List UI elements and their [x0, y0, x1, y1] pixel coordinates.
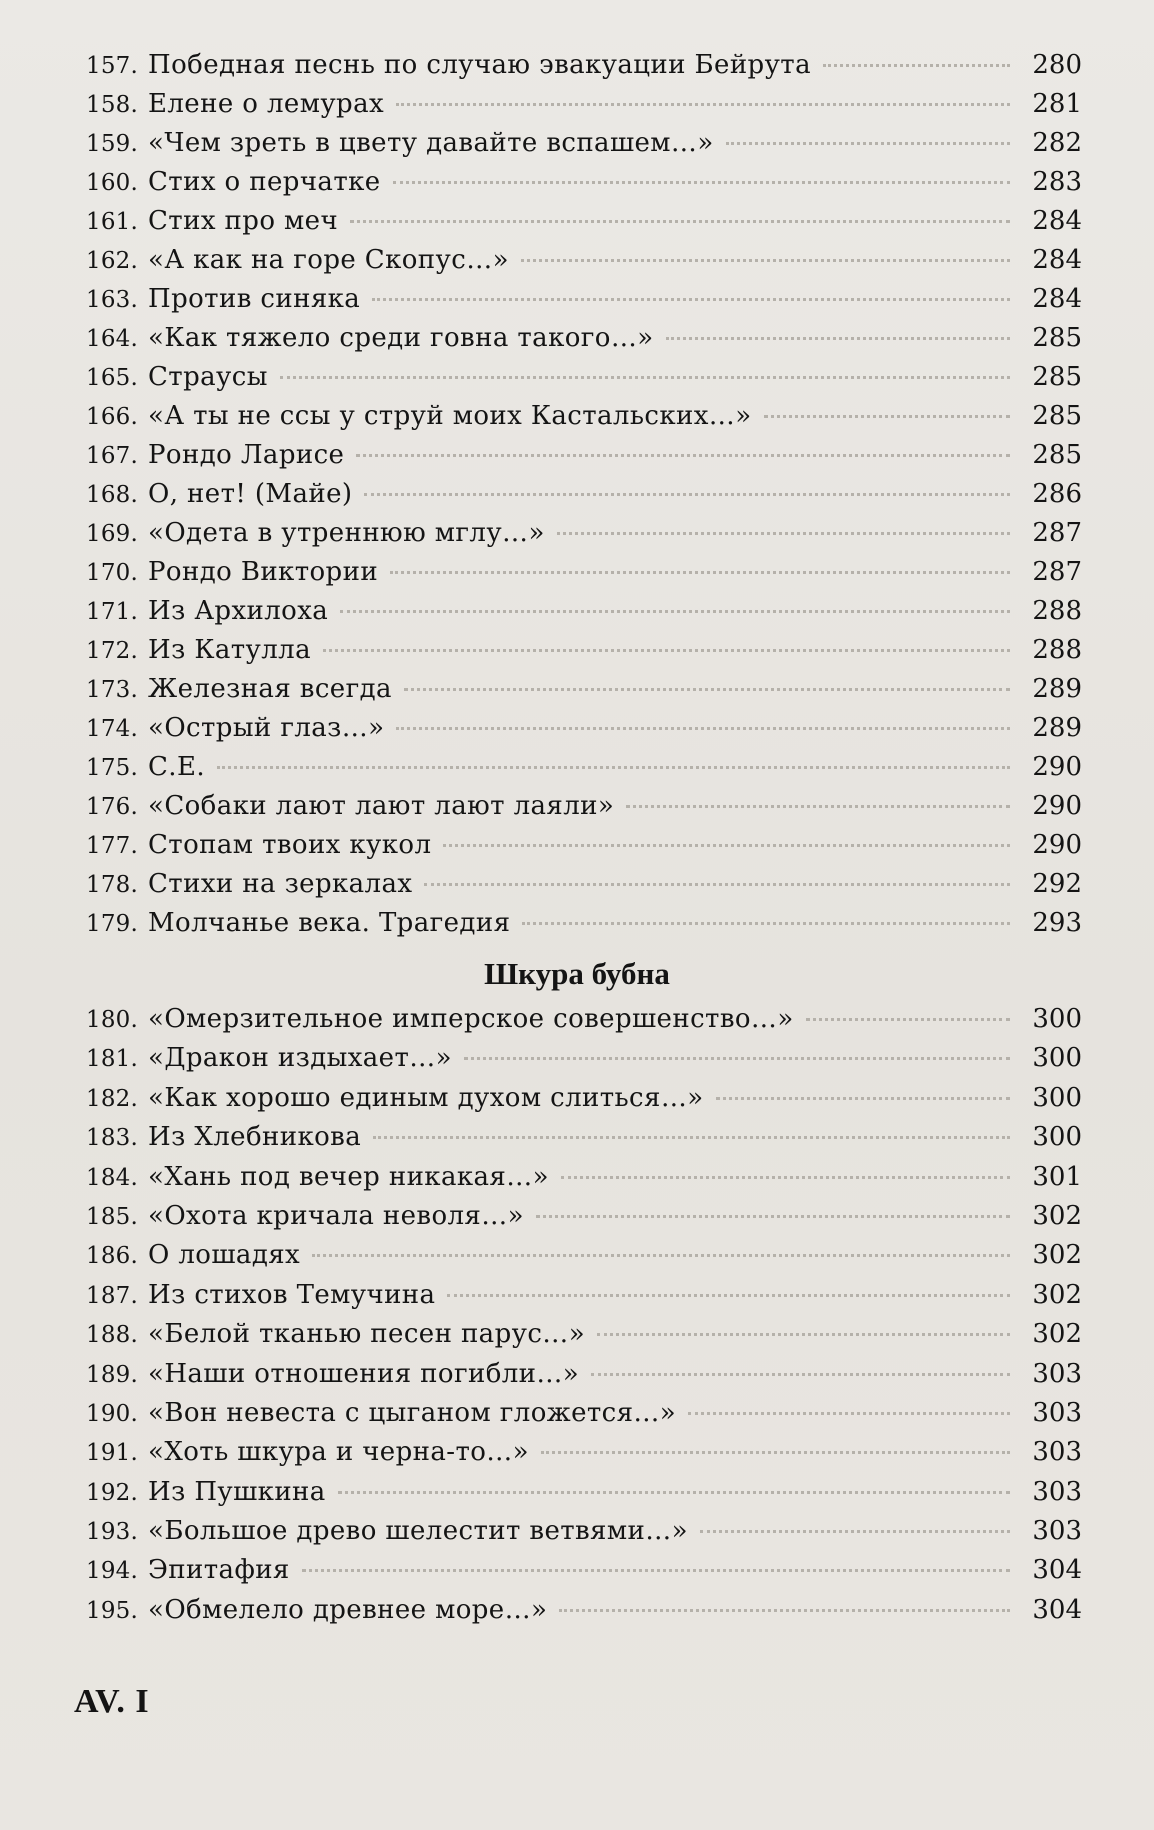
- entry-title: «Вон невеста с цыганом гложется…»: [148, 1397, 677, 1428]
- toc-entry: [86, 163, 1082, 202]
- entry-number: 158.: [86, 92, 139, 118]
- toc-entry: [86, 865, 1082, 904]
- toc-entry: [86, 124, 1082, 163]
- entry-number: 176.: [86, 794, 139, 820]
- toc-entry: [86, 1000, 1082, 1039]
- entry-page-number: 280: [1032, 50, 1082, 80]
- entry-title: Из Пушкина: [148, 1476, 326, 1507]
- entry-title: Страусы: [148, 362, 268, 392]
- table-of-contents-part-1: [86, 46, 1082, 943]
- toc-entry: [86, 1512, 1082, 1551]
- entry-number: 195.: [86, 1597, 139, 1624]
- dot-leader: [447, 1294, 1010, 1297]
- toc-entry: [86, 904, 1082, 943]
- dot-leader: [764, 415, 1010, 418]
- entry-number: 171.: [86, 599, 139, 625]
- entry-number: 194.: [86, 1558, 139, 1585]
- entry-title: «Омерзительное имперское совершенство…»: [148, 1004, 794, 1034]
- dot-leader: [373, 1136, 1010, 1139]
- dot-leader: [541, 1451, 1010, 1454]
- toc-entry: [86, 1315, 1082, 1354]
- entry-page-number: 303: [1032, 1437, 1082, 1468]
- entry-title: Из Архилоха: [148, 596, 329, 626]
- entry-title: «Хань под вечер никакая…»: [148, 1161, 549, 1192]
- entry-number: 183.: [86, 1125, 139, 1152]
- entry-title: «Белой тканью песен парус…»: [148, 1319, 585, 1350]
- entry-page-number: 285: [1032, 323, 1082, 353]
- dot-leader: [302, 1569, 1010, 1572]
- toc-entry: [86, 397, 1082, 436]
- toc-entry: [86, 709, 1082, 748]
- entry-page-number: 300: [1032, 1043, 1082, 1074]
- toc-entry: [86, 1039, 1082, 1078]
- toc-entry: [86, 553, 1082, 592]
- entry-title: Стопам твоих кукол: [148, 830, 432, 860]
- entry-number: 179.: [86, 911, 139, 937]
- section-heading: Шкура бубна: [484, 956, 670, 991]
- toc-entry: [86, 1197, 1082, 1236]
- dot-leader: [364, 493, 1010, 496]
- entry-number: 185.: [86, 1203, 139, 1230]
- entry-number: 169.: [86, 521, 139, 547]
- toc-entry: [86, 46, 1082, 85]
- toc-entry: [86, 358, 1082, 397]
- dot-leader: [312, 1254, 1010, 1257]
- entry-title: Победная песнь по случаю эвакуации Бейрута: [148, 50, 811, 80]
- entry-title: Молчанье века. Трагедия: [148, 908, 511, 938]
- toc-entry: [86, 319, 1082, 358]
- entry-number: 166.: [86, 404, 139, 430]
- entry-number: 168.: [86, 482, 139, 508]
- entry-number: 177.: [86, 833, 139, 859]
- dot-leader: [393, 181, 1010, 184]
- entry-title: «Дракон издыхает…»: [148, 1043, 452, 1074]
- entry-number: 157.: [86, 53, 139, 79]
- toc-entry: [86, 1118, 1082, 1157]
- entry-page-number: 300: [1032, 1004, 1082, 1034]
- entry-number: 189.: [86, 1361, 139, 1388]
- toc-entry: [86, 748, 1082, 787]
- entry-number: 159.: [86, 131, 139, 157]
- entry-page-number: 281: [1032, 89, 1082, 119]
- entry-title: О, нет! (Майе): [148, 479, 353, 509]
- dot-leader: [464, 1057, 1010, 1060]
- entry-page-number: 289: [1032, 674, 1082, 704]
- entry-page-number: 290: [1032, 791, 1082, 821]
- dot-leader: [561, 1176, 1010, 1179]
- toc-entry: [86, 787, 1082, 826]
- entry-number: 182.: [86, 1085, 139, 1112]
- entry-title: «Чем зреть в цвету давайте вспашем…»: [148, 128, 714, 158]
- entry-title: «А ты не ссы у струй моих Кастальских…»: [148, 401, 752, 431]
- entry-page-number: 303: [1032, 1476, 1082, 1507]
- entry-page-number: 303: [1032, 1358, 1082, 1389]
- entry-title: Эпитафия: [148, 1555, 290, 1586]
- dot-leader: [338, 1491, 1010, 1494]
- entry-number: 164.: [86, 326, 139, 352]
- dot-leader: [323, 649, 1010, 652]
- toc-entry: [86, 1276, 1082, 1315]
- toc-entry: [86, 1158, 1082, 1197]
- dot-leader: [340, 610, 1010, 613]
- entry-page-number: 300: [1032, 1122, 1082, 1153]
- dot-leader: [626, 805, 1010, 808]
- entry-page-number: 288: [1032, 596, 1082, 626]
- entry-number: 186.: [86, 1243, 139, 1270]
- entry-title: Стихи на зеркалах: [148, 869, 413, 899]
- entry-title: «Обмелело древнее море…»: [148, 1594, 548, 1625]
- entry-number: 190.: [86, 1400, 139, 1427]
- toc-entry: [86, 631, 1082, 670]
- entry-number: 178.: [86, 872, 139, 898]
- signature-mark: AV. I: [74, 1683, 150, 1720]
- entry-page-number: 289: [1032, 713, 1082, 743]
- entry-number: 184.: [86, 1164, 139, 1191]
- toc-entry: [86, 1551, 1082, 1590]
- entry-page-number: 302: [1032, 1319, 1082, 1350]
- entry-title: Из стихов Темучина: [148, 1279, 436, 1310]
- entry-title: Железная всегда: [148, 674, 392, 704]
- entry-number: 170.: [86, 560, 139, 586]
- entry-title: «Одета в утреннюю мглу…»: [148, 518, 545, 548]
- toc-entry: [86, 514, 1082, 553]
- entry-title: Елене о лемурах: [148, 89, 385, 119]
- dot-leader: [356, 454, 1010, 457]
- entry-number: 174.: [86, 716, 139, 742]
- entry-number: 188.: [86, 1322, 139, 1349]
- dot-leader: [536, 1215, 1010, 1218]
- entry-number: 162.: [86, 248, 139, 274]
- entry-title: Против синяка: [148, 284, 361, 314]
- dot-leader: [716, 1097, 1010, 1100]
- entry-page-number: 303: [1032, 1516, 1082, 1547]
- entry-page-number: 285: [1032, 362, 1082, 392]
- dot-leader: [443, 844, 1010, 847]
- entry-page-number: 286: [1032, 479, 1082, 509]
- dot-leader: [521, 259, 1010, 262]
- toc-entry: [86, 436, 1082, 475]
- toc-entry: [86, 1591, 1082, 1630]
- entry-page-number: 290: [1032, 752, 1082, 782]
- dot-leader: [280, 376, 1010, 379]
- entry-number: 192.: [86, 1479, 139, 1506]
- entry-title: Стих о перчатке: [148, 167, 381, 197]
- entry-title: Стих про меч: [148, 206, 339, 236]
- toc-entry: [86, 1473, 1082, 1512]
- entry-page-number: 292: [1032, 869, 1082, 899]
- dot-leader: [688, 1412, 1010, 1415]
- entry-number: 175.: [86, 755, 139, 781]
- entry-page-number: 303: [1032, 1397, 1082, 1428]
- dot-leader: [666, 337, 1010, 340]
- dot-leader: [424, 883, 1010, 886]
- entry-page-number: 290: [1032, 830, 1082, 860]
- dot-leader: [559, 1609, 1010, 1612]
- toc-entry: [86, 280, 1082, 319]
- toc-entry: [86, 1433, 1082, 1472]
- entry-number: 165.: [86, 365, 139, 391]
- entry-page-number: 285: [1032, 401, 1082, 431]
- entry-number: 161.: [86, 209, 139, 235]
- entry-number: 173.: [86, 677, 139, 703]
- entry-number: 187.: [86, 1282, 139, 1309]
- entry-page-number: 284: [1032, 245, 1082, 275]
- dot-leader: [390, 571, 1010, 574]
- entry-title: «Как тяжело среди говна такого…»: [148, 323, 654, 353]
- entry-number: 191.: [86, 1440, 139, 1467]
- toc-entry: [86, 241, 1082, 280]
- entry-page-number: 302: [1032, 1240, 1082, 1271]
- entry-page-number: 284: [1032, 206, 1082, 236]
- dot-leader: [823, 64, 1010, 67]
- entry-page-number: 282: [1032, 128, 1082, 158]
- entry-page-number: 287: [1032, 557, 1082, 587]
- dot-leader: [522, 922, 1010, 925]
- entry-title: «Как хорошо единым духом слиться…»: [148, 1082, 704, 1113]
- entry-page-number: 301: [1032, 1161, 1082, 1192]
- toc-entry: [86, 826, 1082, 865]
- entry-page-number: 287: [1032, 518, 1082, 548]
- entry-number: 193.: [86, 1519, 139, 1546]
- entry-page-number: 288: [1032, 635, 1082, 665]
- entry-number: 181.: [86, 1046, 139, 1073]
- entry-title: Рондо Ларисе: [148, 440, 345, 470]
- entry-title: Рондо Виктории: [148, 557, 379, 587]
- toc-entry: [86, 592, 1082, 631]
- toc-entry: [86, 475, 1082, 514]
- entry-title: «А как на горе Скопус…»: [148, 245, 509, 275]
- entry-number: 163.: [86, 287, 139, 313]
- dot-leader: [372, 298, 1010, 301]
- entry-number: 160.: [86, 170, 139, 196]
- entry-title: «Наши отношения погибли…»: [148, 1358, 580, 1389]
- toc-entry: [86, 1394, 1082, 1433]
- entry-title: О лошадях: [148, 1240, 301, 1271]
- entry-page-number: 293: [1032, 908, 1082, 938]
- entry-title: С.Е.: [148, 752, 206, 782]
- entry-page-number: 300: [1032, 1082, 1082, 1113]
- dot-leader: [700, 1530, 1010, 1533]
- entry-title: «Острый глаз…»: [148, 713, 385, 743]
- entry-page-number: 285: [1032, 440, 1082, 470]
- entry-page-number: 302: [1032, 1279, 1082, 1310]
- toc-entry: [86, 85, 1082, 124]
- entry-title: «Собаки лают лают лают лаяли»: [148, 791, 615, 821]
- entry-page-number: 284: [1032, 284, 1082, 314]
- entry-title: «Охота кричала неволя…»: [148, 1200, 524, 1231]
- entry-page-number: 283: [1032, 167, 1082, 197]
- entry-title: «Хоть шкура и черна-то…»: [148, 1437, 529, 1468]
- toc-entry: [86, 1355, 1082, 1394]
- dot-leader: [591, 1373, 1010, 1376]
- toc-entry: [86, 670, 1082, 709]
- dot-leader: [557, 532, 1010, 535]
- entry-page-number: 304: [1032, 1594, 1082, 1625]
- entry-number: 172.: [86, 638, 139, 664]
- table-of-contents-part-2: [86, 1000, 1082, 1630]
- entry-page-number: 304: [1032, 1555, 1082, 1586]
- dot-leader: [350, 220, 1010, 223]
- entry-number: 167.: [86, 443, 139, 469]
- entry-page-number: 302: [1032, 1200, 1082, 1231]
- dot-leader: [396, 103, 1010, 106]
- dot-leader: [404, 688, 1010, 691]
- toc-entry: [86, 1079, 1082, 1118]
- toc-entry: [86, 202, 1082, 241]
- dot-leader: [396, 727, 1010, 730]
- entry-title: Из Катулла: [148, 635, 311, 665]
- toc-entry: [86, 1236, 1082, 1275]
- entry-number: 180.: [86, 1007, 139, 1033]
- dot-leader: [217, 766, 1010, 769]
- dot-leader: [806, 1018, 1010, 1021]
- dot-leader: [597, 1333, 1010, 1336]
- entry-title: Из Хлебникова: [148, 1122, 362, 1153]
- entry-title: «Большое древо шелестит ветвями…»: [148, 1516, 688, 1547]
- dot-leader: [726, 142, 1010, 145]
